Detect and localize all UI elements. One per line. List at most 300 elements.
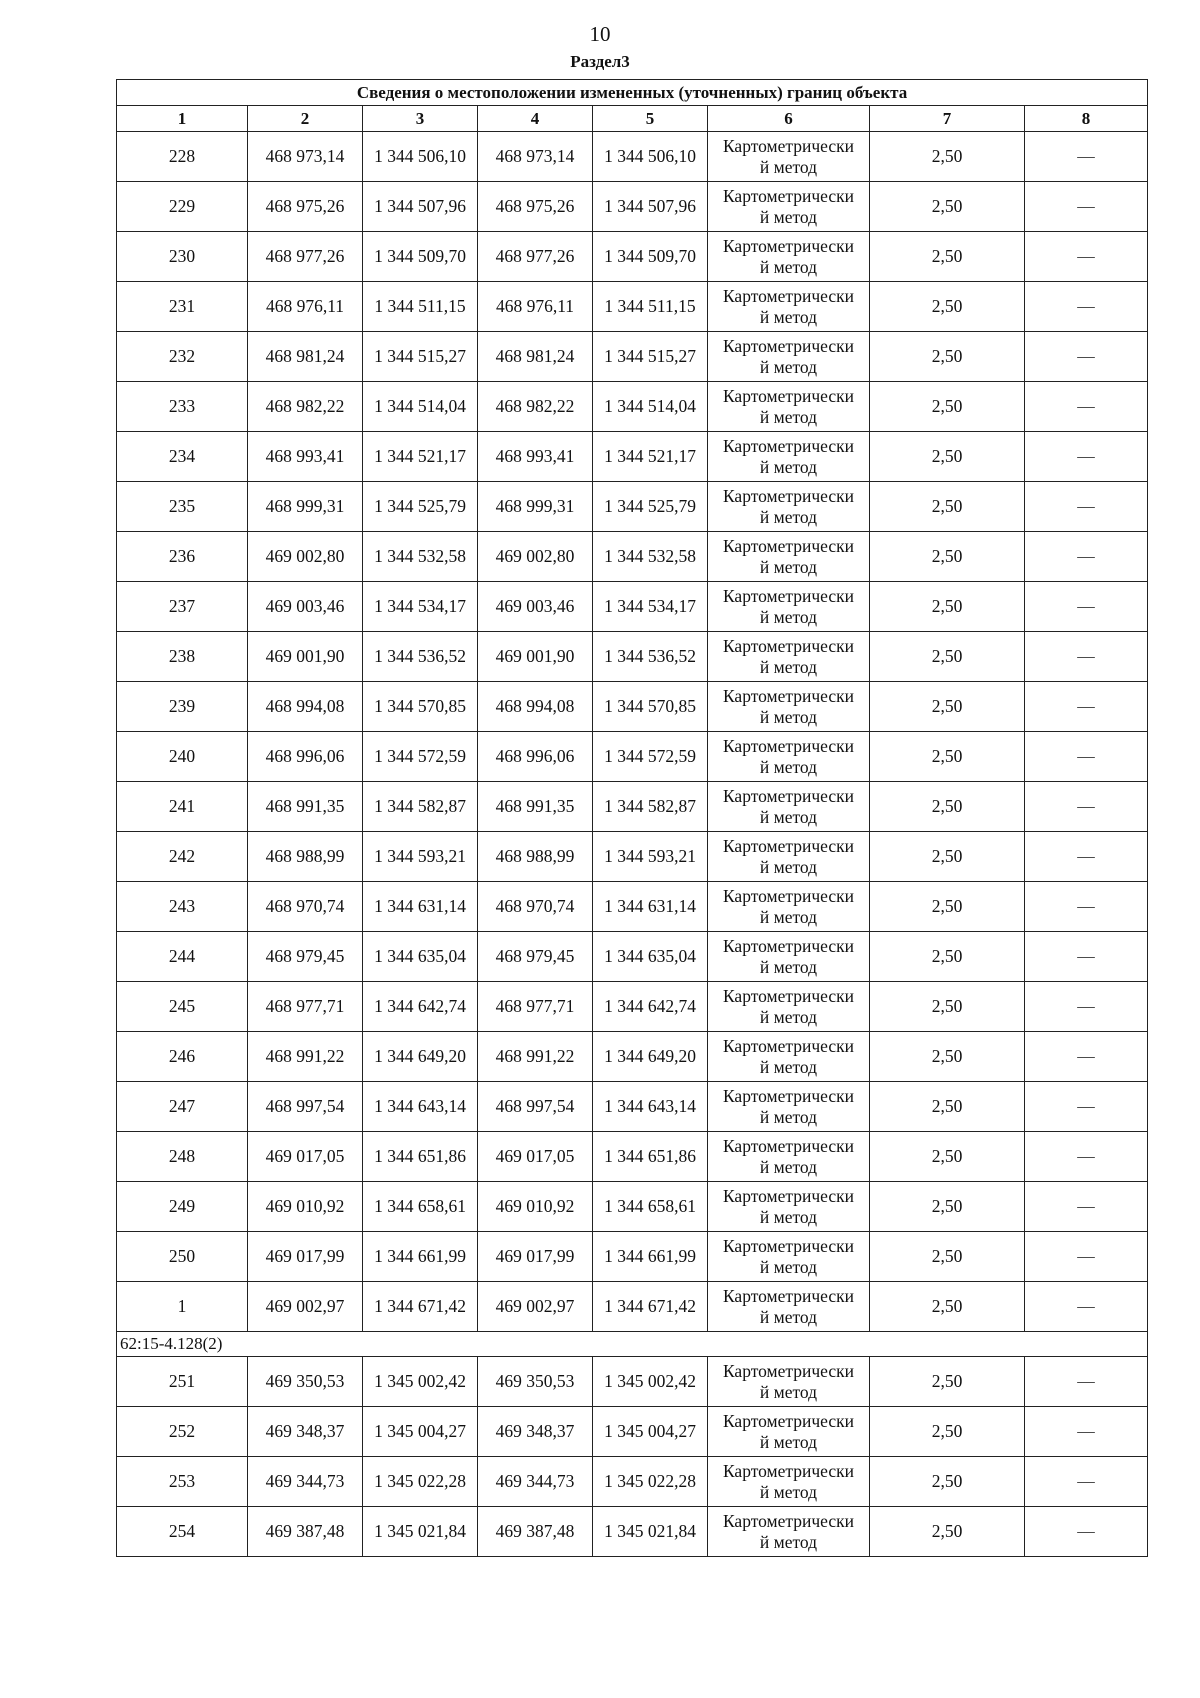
- table-cell: 1 345 002,42: [593, 1357, 708, 1407]
- method-text-line: Картометрически: [722, 1185, 855, 1206]
- column-header: 5: [593, 106, 708, 132]
- table-row: [117, 532, 1148, 582]
- table-cell: 1 344 582,87: [593, 782, 708, 832]
- table-cell: 1 344 515,27: [363, 332, 478, 382]
- table-cell: 231: [117, 282, 248, 332]
- table-cell: 1 344 649,20: [363, 1032, 478, 1082]
- table-cell: 248: [117, 1132, 248, 1182]
- table-cell: 469 017,05: [248, 1132, 363, 1182]
- table-cell: 1 344 506,10: [363, 132, 478, 182]
- table-cell: 230: [117, 232, 248, 282]
- method-text-line: Картометрически: [722, 435, 855, 456]
- method-cell: [708, 982, 870, 1032]
- table-cell: 1 344 572,59: [363, 732, 478, 782]
- table-row: [117, 432, 1148, 482]
- section-title: Раздел3: [570, 52, 630, 71]
- table-cell: 1 344 525,79: [363, 482, 478, 532]
- table-cell: —: [1025, 732, 1148, 782]
- table-cell: 1 344 658,61: [593, 1182, 708, 1232]
- table-row: [117, 132, 1148, 182]
- table-cell: 468 991,22: [478, 1032, 593, 1082]
- table-cell: 2,50: [870, 132, 1025, 182]
- method-text-line: й метод: [759, 456, 818, 477]
- table-cell: 2,50: [870, 982, 1025, 1032]
- table-cell: 468 979,45: [248, 932, 363, 982]
- table-cell: 1 344 509,70: [363, 232, 478, 282]
- method-text-line: й метод: [759, 306, 818, 327]
- table-cell: 468 997,54: [248, 1082, 363, 1132]
- table-cell: 234: [117, 432, 248, 482]
- method-text-line: й метод: [759, 606, 818, 627]
- table-cell: 1 344 521,17: [363, 432, 478, 482]
- method-text-line: Картометрически: [722, 1460, 855, 1481]
- table-cell: 240: [117, 732, 248, 782]
- table-cell: 241: [117, 782, 248, 832]
- column-header: 4: [478, 106, 593, 132]
- table-cell: 237: [117, 582, 248, 632]
- method-text-line: Картометрически: [722, 335, 855, 356]
- table-cell: 468 975,26: [248, 182, 363, 232]
- table-cell: 468 999,31: [248, 482, 363, 532]
- table-title: Сведения о местоположении измененных (уточненных) границ объекта: [117, 80, 1148, 106]
- table-cell: 469 001,90: [248, 632, 363, 682]
- table-cell: 1 345 022,28: [593, 1457, 708, 1507]
- method-cell: [708, 1507, 870, 1557]
- method-text-line: Картометрически: [722, 1510, 855, 1531]
- table-cell: 469 002,80: [478, 532, 593, 582]
- table-cell: 1 345 004,27: [363, 1407, 478, 1457]
- table-cell: 1 344 631,14: [593, 882, 708, 932]
- table-cell: 468 977,71: [248, 982, 363, 1032]
- method-cell: [708, 382, 870, 432]
- table-cell: 2,50: [870, 482, 1025, 532]
- table-cell: —: [1025, 1457, 1148, 1507]
- table-cell: 468 999,31: [478, 482, 593, 532]
- table-title-row: [117, 80, 1148, 106]
- table-cell: —: [1025, 232, 1148, 282]
- table-cell: —: [1025, 1282, 1148, 1332]
- table-cell: 469 350,53: [478, 1357, 593, 1407]
- table-cell: 469 387,48: [248, 1507, 363, 1557]
- column-header: 6: [708, 106, 870, 132]
- table-cell: 2,50: [870, 432, 1025, 482]
- table-cell: 246: [117, 1032, 248, 1082]
- table-cell: 1 344 642,74: [363, 982, 478, 1032]
- table-cell: —: [1025, 532, 1148, 582]
- table-cell: 239: [117, 682, 248, 732]
- table-cell: 2,50: [870, 632, 1025, 682]
- table-cell: 2,50: [870, 1082, 1025, 1132]
- table-cell: 2,50: [870, 1357, 1025, 1407]
- method-cell: [708, 1457, 870, 1507]
- table-cell: 469 350,53: [248, 1357, 363, 1407]
- method-text-line: Картометрически: [722, 1360, 855, 1381]
- method-text-line: й метод: [759, 906, 818, 927]
- table-cell: 1 344 521,17: [593, 432, 708, 482]
- table-cell: 469 002,80: [248, 532, 363, 582]
- table-cell: 253: [117, 1457, 248, 1507]
- method-text-line: Картометрически: [722, 685, 855, 706]
- table-cell: —: [1025, 132, 1148, 182]
- table-cell: 468 977,26: [248, 232, 363, 282]
- table-cell: —: [1025, 1182, 1148, 1232]
- table-cell: 1 344 643,14: [593, 1082, 708, 1132]
- method-text-line: Картометрически: [722, 385, 855, 406]
- method-text-line: й метод: [759, 1431, 818, 1452]
- table-cell: 1 345 021,84: [593, 1507, 708, 1557]
- table-cell: 468 977,71: [478, 982, 593, 1032]
- method-text-line: й метод: [759, 706, 818, 727]
- method-text-line: Картометрически: [722, 485, 855, 506]
- method-text-line: й метод: [759, 406, 818, 427]
- table-cell: 469 002,97: [478, 1282, 593, 1332]
- table-cell: 1 345 021,84: [363, 1507, 478, 1557]
- method-text-line: й метод: [759, 1206, 818, 1227]
- table-cell: 1 345 022,28: [363, 1457, 478, 1507]
- table-cell: 1 344 570,85: [593, 682, 708, 732]
- table-cell: 468 991,35: [248, 782, 363, 832]
- table-cell: 469 002,97: [248, 1282, 363, 1332]
- method-cell: [708, 182, 870, 232]
- table-cell: 468 996,06: [248, 732, 363, 782]
- table-cell: 233: [117, 382, 248, 432]
- table-cell: 251: [117, 1357, 248, 1407]
- table-cell: 1 344 651,86: [593, 1132, 708, 1182]
- method-cell: [708, 932, 870, 982]
- table-cell: 468 997,54: [478, 1082, 593, 1132]
- table-cell: 2,50: [870, 832, 1025, 882]
- method-cell: [708, 482, 870, 532]
- method-cell: [708, 682, 870, 732]
- table-cell: 468 973,14: [248, 132, 363, 182]
- table-cell: 468 994,08: [478, 682, 593, 732]
- table-body: [117, 132, 1148, 1557]
- table-cell: 1 344 514,04: [363, 382, 478, 432]
- table-cell: —: [1025, 832, 1148, 882]
- column-header: 1: [117, 106, 248, 132]
- table-cell: 468 975,26: [478, 182, 593, 232]
- method-text-line: Картометрически: [722, 285, 855, 306]
- method-text-line: Картометрически: [722, 735, 855, 756]
- method-text-line: Картометрически: [722, 1410, 855, 1431]
- table-row: [117, 1282, 1148, 1332]
- table-row: [117, 832, 1148, 882]
- method-text-line: й метод: [759, 656, 818, 677]
- table-cell: 1 344 643,14: [363, 1082, 478, 1132]
- table-cell: 2,50: [870, 1232, 1025, 1282]
- method-text-line: Картометрически: [722, 1235, 855, 1256]
- method-cell: [708, 582, 870, 632]
- method-cell: [708, 782, 870, 832]
- method-cell: [708, 1232, 870, 1282]
- table-cell: 1 344 511,15: [363, 282, 478, 332]
- table-cell: 2,50: [870, 1132, 1025, 1182]
- table-cell: 1 344 649,20: [593, 1032, 708, 1082]
- table-cell: 1 344 570,85: [363, 682, 478, 732]
- table-cell: 247: [117, 1082, 248, 1132]
- table-cell: 245: [117, 982, 248, 1032]
- table-row: [117, 1032, 1148, 1082]
- table-cell: 1 344 534,17: [363, 582, 478, 632]
- table-cell: 244: [117, 932, 248, 982]
- table-cell: —: [1025, 782, 1148, 832]
- table-row: [117, 1232, 1148, 1282]
- table-cell: 468 993,41: [248, 432, 363, 482]
- table-cell: 1 344 507,96: [363, 182, 478, 232]
- table-cell: 2,50: [870, 282, 1025, 332]
- table-cell: 1 344 515,27: [593, 332, 708, 382]
- method-text-line: й метод: [759, 956, 818, 977]
- table-row: [117, 1407, 1148, 1457]
- group-row: [117, 1332, 1148, 1357]
- table-row: [117, 1182, 1148, 1232]
- method-text-line: Картометрически: [722, 635, 855, 656]
- table-cell: 2,50: [870, 532, 1025, 582]
- table-cell: 252: [117, 1407, 248, 1457]
- table-cell: —: [1025, 482, 1148, 532]
- method-text-line: й метод: [759, 1056, 818, 1077]
- table-row: [117, 682, 1148, 732]
- method-cell: [708, 332, 870, 382]
- table-cell: 1 344 671,42: [363, 1282, 478, 1332]
- table-cell: 468 970,74: [478, 882, 593, 932]
- method-cell: [708, 232, 870, 282]
- table-cell: 2,50: [870, 1282, 1025, 1332]
- method-cell: [708, 632, 870, 682]
- method-text-line: Картометрически: [722, 135, 855, 156]
- column-header: 8: [1025, 106, 1148, 132]
- table-cell: 1 344 635,04: [363, 932, 478, 982]
- table-cell: 1: [117, 1282, 248, 1332]
- table-cell: 235: [117, 482, 248, 532]
- method-text-line: й метод: [759, 1306, 818, 1327]
- method-cell: [708, 732, 870, 782]
- table-cell: 1 344 507,96: [593, 182, 708, 232]
- table-cell: 2,50: [870, 1457, 1025, 1507]
- method-cell: [708, 1282, 870, 1332]
- table-cell: 468 982,22: [248, 382, 363, 432]
- table-cell: 468 988,99: [478, 832, 593, 882]
- table-cell: 469 017,99: [248, 1232, 363, 1282]
- table-cell: 1 344 631,14: [363, 882, 478, 932]
- table-row: [117, 732, 1148, 782]
- table-cell: 469 344,73: [248, 1457, 363, 1507]
- table-row: [117, 1132, 1148, 1182]
- method-text-line: Картометрически: [722, 235, 855, 256]
- table-row: [117, 882, 1148, 932]
- method-cell: [708, 1357, 870, 1407]
- method-text-line: Картометрически: [722, 1285, 855, 1306]
- method-text-line: Картометрически: [722, 1135, 855, 1156]
- table-cell: —: [1025, 432, 1148, 482]
- table-cell: —: [1025, 682, 1148, 732]
- table-cell: 468 976,11: [248, 282, 363, 332]
- table-row: [117, 332, 1148, 382]
- table-cell: —: [1025, 1407, 1148, 1457]
- table-row: [117, 782, 1148, 832]
- method-cell: [708, 1032, 870, 1082]
- method-text-line: й метод: [759, 356, 818, 377]
- method-text-line: Картометрически: [722, 535, 855, 556]
- table-cell: —: [1025, 632, 1148, 682]
- table-cell: 468 979,45: [478, 932, 593, 982]
- method-cell: [708, 132, 870, 182]
- method-text-line: Картометрически: [722, 785, 855, 806]
- table-cell: 468 981,24: [248, 332, 363, 382]
- table-cell: 1 344 572,59: [593, 732, 708, 782]
- method-text-line: й метод: [759, 1256, 818, 1277]
- table-row: [117, 982, 1148, 1032]
- table-cell: 2,50: [870, 382, 1025, 432]
- method-text-line: й метод: [759, 1156, 818, 1177]
- table-cell: —: [1025, 182, 1148, 232]
- table-row: [117, 932, 1148, 982]
- table-cell: 1 344 593,21: [593, 832, 708, 882]
- method-text-line: й метод: [759, 1381, 818, 1402]
- table-cell: 1 344 658,61: [363, 1182, 478, 1232]
- table-cell: 2,50: [870, 332, 1025, 382]
- table-row: [117, 482, 1148, 532]
- method-text-line: й метод: [759, 1006, 818, 1027]
- table-cell: 1 344 536,52: [363, 632, 478, 682]
- table-row: [117, 1357, 1148, 1407]
- table-cell: 2,50: [870, 582, 1025, 632]
- method-text-line: й метод: [759, 506, 818, 527]
- boundary-coordinates-table: [116, 79, 1148, 1557]
- table-cell: 249: [117, 1182, 248, 1232]
- table-cell: 468 994,08: [248, 682, 363, 732]
- table-cell: 2,50: [870, 682, 1025, 732]
- table-cell: —: [1025, 1132, 1148, 1182]
- table-cell: 1 344 651,86: [363, 1132, 478, 1182]
- table-cell: 2,50: [870, 1507, 1025, 1557]
- method-text-line: й метод: [759, 556, 818, 577]
- method-text-line: Картометрически: [722, 885, 855, 906]
- table-cell: 468 996,06: [478, 732, 593, 782]
- table-cell: 1 344 532,58: [593, 532, 708, 582]
- table-row: [117, 382, 1148, 432]
- method-cell: [708, 1182, 870, 1232]
- method-text-line: Картометрически: [722, 185, 855, 206]
- table-cell: 238: [117, 632, 248, 682]
- method-text-line: Картометрически: [722, 1085, 855, 1106]
- table-cell: 468 981,24: [478, 332, 593, 382]
- method-text-line: Картометрически: [722, 935, 855, 956]
- table-cell: 2,50: [870, 1182, 1025, 1232]
- table-cell: —: [1025, 582, 1148, 632]
- table-cell: —: [1025, 882, 1148, 932]
- table-cell: 254: [117, 1507, 248, 1557]
- table-cell: —: [1025, 932, 1148, 982]
- method-text-line: й метод: [759, 756, 818, 777]
- method-text-line: й метод: [759, 1106, 818, 1127]
- table-cell: —: [1025, 1507, 1148, 1557]
- table-cell: 469 010,92: [478, 1182, 593, 1232]
- table-cell: 2,50: [870, 732, 1025, 782]
- method-cell: [708, 1132, 870, 1182]
- column-header: 7: [870, 106, 1025, 132]
- group-label: 62:15-4.128(2): [117, 1332, 1148, 1357]
- table-cell: 468 993,41: [478, 432, 593, 482]
- table-cell: 468 991,35: [478, 782, 593, 832]
- table-cell: 2,50: [870, 232, 1025, 282]
- table-cell: —: [1025, 1357, 1148, 1407]
- table-cell: 1 344 506,10: [593, 132, 708, 182]
- table-cell: —: [1025, 1232, 1148, 1282]
- table-cell: —: [1025, 282, 1148, 332]
- table-cell: 1 344 532,58: [363, 532, 478, 582]
- method-text-line: й метод: [759, 156, 818, 177]
- table-cell: 1 344 671,42: [593, 1282, 708, 1332]
- page-number: 10: [589, 22, 611, 46]
- table-cell: 250: [117, 1232, 248, 1282]
- method-cell: [708, 432, 870, 482]
- method-text-line: Картометрически: [722, 1035, 855, 1056]
- table-cell: 1 345 002,42: [363, 1357, 478, 1407]
- table-cell: 1 344 509,70: [593, 232, 708, 282]
- method-text-line: й метод: [759, 856, 818, 877]
- method-cell: [708, 832, 870, 882]
- table-cell: 468 973,14: [478, 132, 593, 182]
- table-cell: 469 348,37: [478, 1407, 593, 1457]
- table-cell: 1 344 536,52: [593, 632, 708, 682]
- table-cell: 468 977,26: [478, 232, 593, 282]
- method-cell: [708, 1407, 870, 1457]
- table-cell: 228: [117, 132, 248, 182]
- table-cell: 1 344 511,15: [593, 282, 708, 332]
- table-cell: —: [1025, 1032, 1148, 1082]
- method-cell: [708, 532, 870, 582]
- table-cell: 1 344 534,17: [593, 582, 708, 632]
- table-cell: 468 976,11: [478, 282, 593, 332]
- table-cell: 469 017,05: [478, 1132, 593, 1182]
- table-cell: 468 988,99: [248, 832, 363, 882]
- table-row: [117, 1082, 1148, 1132]
- table-cell: 243: [117, 882, 248, 932]
- table-cell: 232: [117, 332, 248, 382]
- table-cell: 469 010,92: [248, 1182, 363, 1232]
- table-row: [117, 582, 1148, 632]
- table-cell: 468 970,74: [248, 882, 363, 932]
- table-row: [117, 232, 1148, 282]
- table-cell: —: [1025, 1082, 1148, 1132]
- table-cell: 469 387,48: [478, 1507, 593, 1557]
- table-cell: 2,50: [870, 882, 1025, 932]
- table-cell: 2,50: [870, 182, 1025, 232]
- table-cell: 468 982,22: [478, 382, 593, 432]
- table-cell: 2,50: [870, 1407, 1025, 1457]
- table-cell: 469 003,46: [248, 582, 363, 632]
- table-row: [117, 182, 1148, 232]
- method-text-line: й метод: [759, 206, 818, 227]
- table-cell: —: [1025, 382, 1148, 432]
- table-cell: 2,50: [870, 932, 1025, 982]
- table-cell: 1 344 661,99: [593, 1232, 708, 1282]
- table-row: [117, 632, 1148, 682]
- table-cell: 1 344 514,04: [593, 382, 708, 432]
- method-text-line: Картометрически: [722, 835, 855, 856]
- method-cell: [708, 882, 870, 932]
- table-cell: 2,50: [870, 1032, 1025, 1082]
- table-cell: 469 348,37: [248, 1407, 363, 1457]
- table-row: [117, 1457, 1148, 1507]
- table-cell: 1 344 582,87: [363, 782, 478, 832]
- table-cell: 1 345 004,27: [593, 1407, 708, 1457]
- table-cell: 1 344 642,74: [593, 982, 708, 1032]
- table-cell: 469 344,73: [478, 1457, 593, 1507]
- table-cell: 1 344 593,21: [363, 832, 478, 882]
- column-header: 2: [248, 106, 363, 132]
